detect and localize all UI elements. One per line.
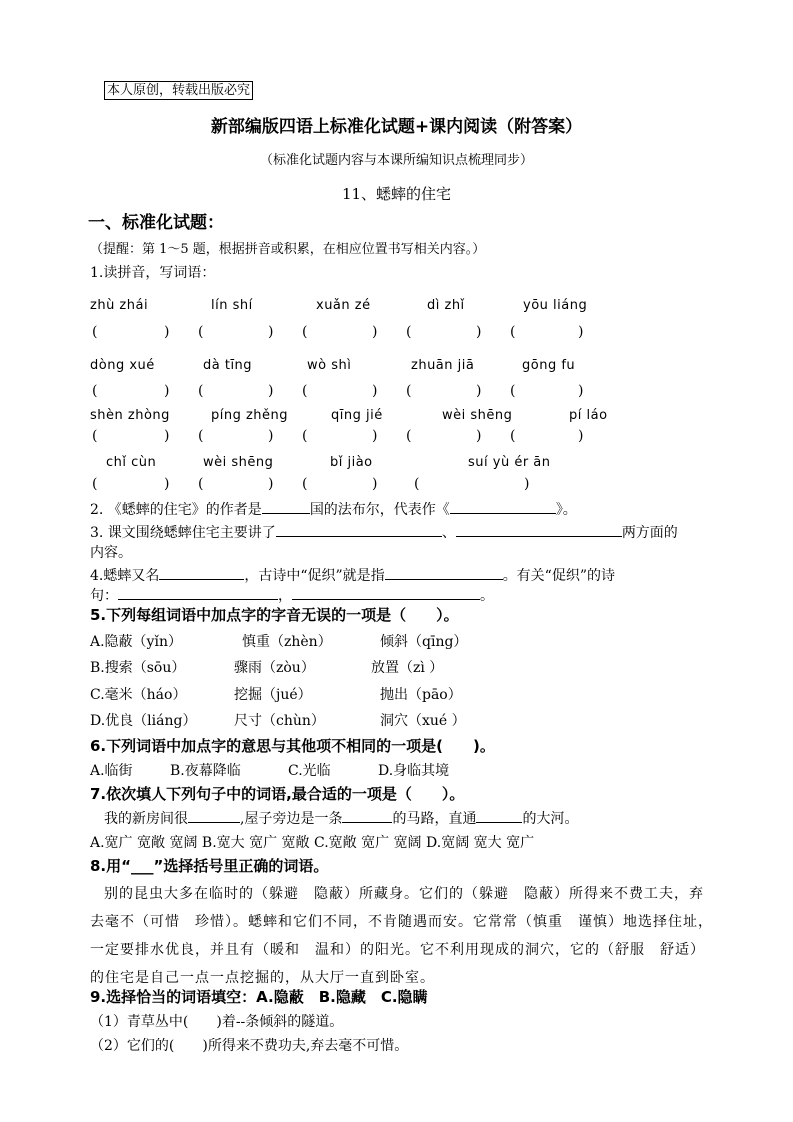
answer-close: ) xyxy=(268,476,274,492)
q2-text-c: 》。 xyxy=(555,502,577,518)
q5-option: B.搜索（sōu） xyxy=(90,660,186,676)
answer-close: ) xyxy=(164,428,170,444)
q3-text-d: 内容。 xyxy=(90,545,132,561)
answer-close: ) xyxy=(268,428,274,444)
answer-open: ( xyxy=(198,476,204,492)
pinyin-item: shèn zhòng xyxy=(90,408,170,423)
pinyin-item: wèi shēng xyxy=(442,408,513,423)
q3-text-a: 3. 课文围绕蟋蟀住宅主要讲了 xyxy=(90,525,276,541)
q7-blank-2[interactable] xyxy=(342,809,392,823)
answer-open: ( xyxy=(406,324,412,340)
page-title: 新部编版四语上标准化试题+课内阅读（附答案） xyxy=(210,117,583,137)
q9-item-2: （2）它们的( )所得来不费功夫,弃去毫不可惜。 xyxy=(90,1038,409,1054)
pinyin-item: dì zhǐ xyxy=(427,298,465,313)
pinyin-item: wò shì xyxy=(307,358,352,373)
answer-close: ) xyxy=(578,383,584,399)
pinyin-item: dà tīng xyxy=(203,358,253,373)
q5-option: 抛出（pāo） xyxy=(380,687,462,703)
question-6-stem: 6.下列词语中加点字的意思与其他项不相同的一项是( )。 xyxy=(90,737,495,755)
pinyin-item: pí láo xyxy=(569,408,608,423)
question-2 xyxy=(90,499,577,519)
q7-blank-1[interactable] xyxy=(188,809,240,823)
q7-sentence xyxy=(104,808,578,828)
answer-open: ( xyxy=(510,324,516,340)
pinyin-item: píng zhěng xyxy=(211,408,289,423)
q5-option: 骤雨（zòu） xyxy=(234,660,315,676)
answer-close: ) xyxy=(476,428,482,444)
question-4-line-2 xyxy=(90,585,494,605)
pinyin-item: wèi shēng xyxy=(203,455,274,470)
q5-option: C.毫米（háo） xyxy=(90,687,187,703)
q3-blank-2[interactable] xyxy=(456,523,622,537)
q8-passage: 别的昆虫大多在临时的（躲避 隐蔽）所藏身。它们的（躲避 隐蔽）所得来不费工夫，弃去毫不（可惜 珍惜）。蟋蟀和它们不同，不肯随遇而安。它常常（慎重 谨慎）地选择住址，一定要排水优良，并且有（暖和 温和）的阳光。它不利用现成的洞穴，它的（舒服 舒适）的住宅是自己一点一点挖掘的，从大厅一直到卧室。 xyxy=(90,886,713,986)
q4-text-d: 句： xyxy=(90,588,118,604)
q4-blank-name[interactable] xyxy=(159,566,244,580)
answer-open: ( xyxy=(92,383,98,399)
answer-close: ) xyxy=(372,428,378,444)
q4-text-f: 。 xyxy=(480,588,494,604)
page-subtitle: （标准化试题内容与本课所编知识点梳理同步） xyxy=(259,153,533,168)
q5-option: 挖掘（jué） xyxy=(234,687,312,703)
q3-text-b: 、 xyxy=(441,525,456,541)
question-3 xyxy=(90,522,678,542)
answer-open: ( xyxy=(198,383,204,399)
q6-option: B.夜幕降临 xyxy=(170,763,241,779)
answer-close: ) xyxy=(578,428,584,444)
pinyin-item: yōu liáng xyxy=(523,298,588,313)
answer-open: ( xyxy=(92,324,98,340)
q4-text-a: 4.蟋蟀又名 xyxy=(90,568,160,584)
answer-open: ( xyxy=(414,476,420,492)
answer-open: ( xyxy=(302,383,308,399)
q6-option: A.临街 xyxy=(90,763,133,779)
q5-option: 尺寸（chùn） xyxy=(234,713,325,729)
q5-option: A.隐蔽（yǐn） xyxy=(90,634,182,650)
answer-open: ( xyxy=(510,383,516,399)
answer-open: ( xyxy=(198,324,204,340)
q5-option: 慎重（zhèn） xyxy=(242,634,332,650)
pinyin-item: zhuān jiā xyxy=(411,358,475,373)
pinyin-item: qīng jié xyxy=(331,408,383,423)
question-1-label: 1.读拼音，写词语： xyxy=(90,265,216,281)
copyright-stamp: 本人原创，转载出版必究 xyxy=(104,81,253,100)
answer-close: ) xyxy=(372,476,378,492)
q6-option: D.身临其境 xyxy=(378,763,450,779)
q2-text-a: 2. 《蟋蟀的住宅》的作者是 xyxy=(90,502,262,518)
answer-open: ( xyxy=(510,428,516,444)
pinyin-item: bǐ jiào xyxy=(330,455,373,470)
answer-close: ) xyxy=(578,324,584,340)
pinyin-item: chǐ cùn xyxy=(106,455,157,470)
q7-blank-3[interactable] xyxy=(476,809,522,823)
answer-close: ) xyxy=(164,383,170,399)
pinyin-item: gōng fu xyxy=(522,358,576,373)
pinyin-item: xuǎn zé xyxy=(316,298,371,313)
question-8-stem: 8.用“___”选择括号里正确的词语。 xyxy=(90,857,329,875)
q7-options: A.宽广 宽敞 宽阔 B.宽大 宽广 宽敞 C.宽敞 宽广 宽阔 D.宽阔 宽大 宽广 xyxy=(90,835,535,851)
q4-text-b: ，古诗中“促织”就是指 xyxy=(244,568,385,584)
answer-close: ) xyxy=(164,324,170,340)
q5-option: 倾斜（qīng） xyxy=(380,634,468,650)
q4-blank-meaning[interactable] xyxy=(385,566,503,580)
q4-text-e: ， xyxy=(278,588,292,604)
q4-text-c: 。有关“促织”的诗 xyxy=(502,568,616,584)
reminder-note: （提醒：第 1～5 题，根据拼音或积累，在相应位置书写相关内容。） xyxy=(90,242,486,257)
lesson-title: 11、蟋蟀的住宅 xyxy=(341,185,452,203)
q2-text-b: 国的法布尔，代表作《 xyxy=(309,502,450,518)
answer-open: ( xyxy=(302,476,308,492)
section-heading: 一、标准化试题： xyxy=(88,213,224,233)
q7-text-a: 我的新房间很 xyxy=(104,811,188,827)
answer-close: ) xyxy=(268,324,274,340)
q2-blank-country[interactable] xyxy=(262,500,310,514)
answer-close: ) xyxy=(372,383,378,399)
answer-close: ) xyxy=(476,383,482,399)
question-9-stem: 9.选择恰当的词语填空：A.隐蔽 B.隐藏 C.隐瞒 xyxy=(90,988,428,1006)
answer-close: ) xyxy=(524,476,530,492)
q4-blank-poem-1[interactable] xyxy=(118,586,278,600)
answer-close: ) xyxy=(372,324,378,340)
q5-option: D.优良（liáng） xyxy=(90,713,197,729)
answer-open: ( xyxy=(406,383,412,399)
q3-text-c: 两方面的 xyxy=(621,525,678,541)
q2-blank-work[interactable] xyxy=(450,500,556,514)
answer-close: ) xyxy=(164,476,170,492)
pinyin-item: suí yù ér ān xyxy=(468,455,551,470)
question-7-stem: 7.依次填人下列句子中的词语,最合适的一项是（ ）。 xyxy=(90,785,465,803)
pinyin-item: dòng xué xyxy=(90,358,155,373)
q6-option: C.光临 xyxy=(288,763,331,779)
q7-text-b: ,屋子旁边是一条 xyxy=(240,811,343,827)
question-4 xyxy=(90,565,615,585)
question-5-stem: 5.下列每组词语中加点字的字音无误的一项是（ ）。 xyxy=(90,606,459,624)
answer-close: ) xyxy=(268,383,274,399)
answer-close: ) xyxy=(476,324,482,340)
q9-item-1: （1）青草丛中( )着--条倾斜的隧道。 xyxy=(90,1014,344,1030)
pinyin-item: lín shí xyxy=(211,298,253,313)
answer-open: ( xyxy=(406,428,412,444)
q4-blank-poem-2[interactable] xyxy=(292,586,480,600)
answer-open: ( xyxy=(302,428,308,444)
pinyin-item: zhù zhái xyxy=(90,298,149,313)
answer-open: ( xyxy=(92,428,98,444)
q3-blank-1[interactable] xyxy=(276,523,442,537)
q5-option: 放置（zì ） xyxy=(371,660,444,676)
answer-open: ( xyxy=(198,428,204,444)
q7-text-c: 的马路，直通 xyxy=(392,811,477,827)
q5-option: 洞穴（xué ） xyxy=(380,713,466,729)
answer-open: ( xyxy=(302,324,308,340)
q7-text-d: 的大河。 xyxy=(522,811,579,827)
answer-open: ( xyxy=(92,476,98,492)
